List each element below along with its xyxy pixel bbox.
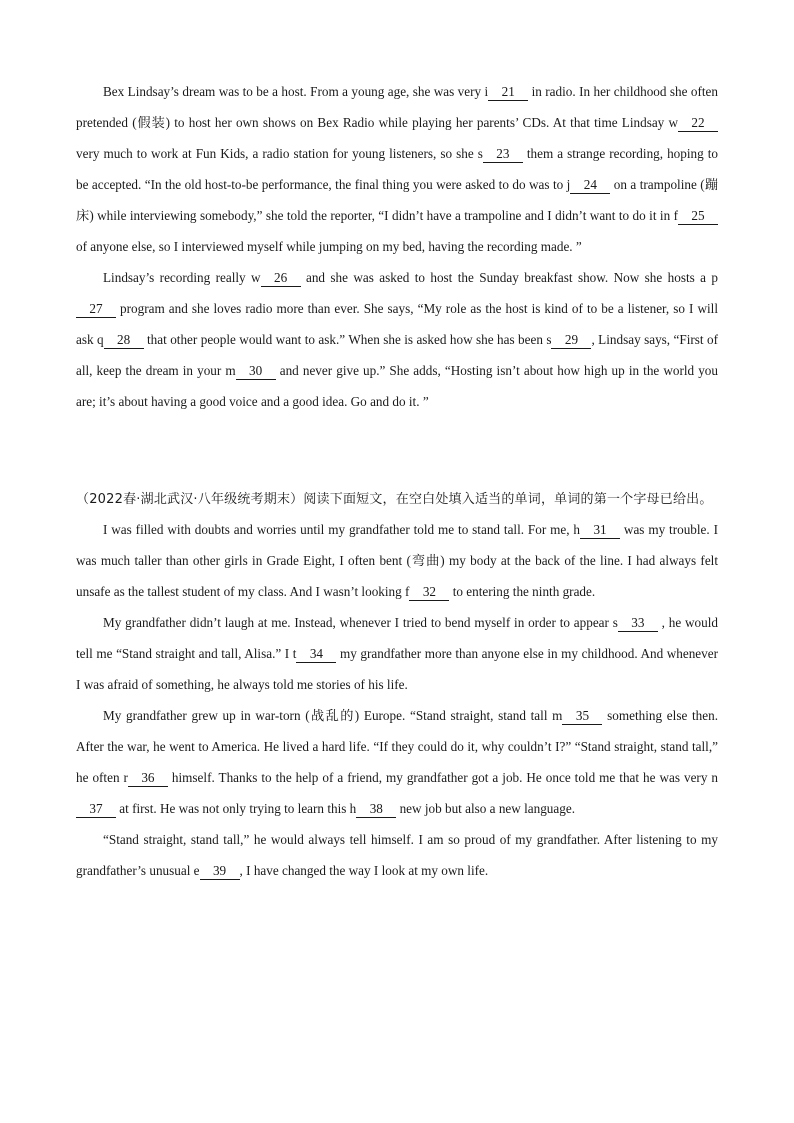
paragraph-text: something else then. After the war, he went to America. He lived a hard life. “If they could do it, why couldn’t I?” “Stand straight, stand tall,” he often r <box>76 708 719 785</box>
document-page <box>76 76 718 886</box>
answer-blank-26[interactable]: 26 <box>261 270 301 287</box>
paragraph-text: My grandfather grew up in war-torn (战乱的) Europe. “Stand straight, stand tall m <box>103 708 563 723</box>
answer-blank-39[interactable]: 39 <box>200 863 240 880</box>
answer-blank-24[interactable]: 24 <box>570 177 610 194</box>
paragraph-text: , I have changed the way I look at my own life. <box>239 863 489 878</box>
answer-blank-25[interactable]: 25 <box>678 208 718 225</box>
paragraph-text: Bex Lindsay’s dream was to be a host. From a young age, she was very i <box>103 84 489 99</box>
passage-2 <box>76 514 718 886</box>
paragraph-text: “Stand straight, stand tall,” he would always tell himself. I am so proud of my grandfather. After listening to my grandfather’s unusual e <box>76 832 718 878</box>
paragraph-text: of anyone else, so I interviewed myself while jumping on my bed, having the recording made. ” <box>76 239 582 254</box>
answer-blank-29[interactable]: 29 <box>551 332 591 349</box>
answer-blank-36[interactable]: 36 <box>128 770 168 787</box>
paragraph-text: very much to work at Fun Kids, a radio station for young listeners, so she s <box>76 146 483 161</box>
paragraph-text: and she was asked to host the Sunday breakfast show. Now she hosts a p <box>300 270 718 285</box>
paragraph-text: and never give up.” She adds, “Hosting isn’t about how high up in the world you are; it’s about having a good voice and a good idea. Go and do it. ” <box>76 363 718 409</box>
paragraph-text: them a strange recording, hoping to be accepted. “In the old host-to-be performance, the final thing you were asked to do was to j <box>76 146 718 192</box>
paragraph <box>76 262 718 417</box>
answer-blank-34[interactable]: 34 <box>296 646 336 663</box>
paragraph <box>76 700 718 824</box>
answer-blank-35[interactable]: 35 <box>562 708 602 725</box>
answer-blank-27[interactable]: 27 <box>76 301 116 318</box>
paragraph-text: my grandfather more than anyone else in my childhood. And whenever I was afraid of something, he always told me stories of his life. <box>76 646 718 692</box>
paragraph-text: My grandfather didn’t laugh at me. Instead, whenever I tried to bend myself in order to appear s <box>103 615 618 630</box>
answer-blank-32[interactable]: 32 <box>409 584 449 601</box>
answer-blank-33[interactable]: 33 <box>618 615 658 632</box>
paragraph-text: Lindsay’s recording really w <box>103 270 261 285</box>
paragraph <box>76 76 718 262</box>
paragraph-text: I was filled with doubts and worries until my grandfather told me to stand tall. For me, h <box>103 522 581 537</box>
paragraph-text: new job but also a new language. <box>396 801 575 816</box>
answer-blank-21[interactable]: 21 <box>488 84 528 101</box>
section-gap <box>76 417 718 485</box>
paragraph-text: program and she loves radio more than ever. She says, “My role as the host is kind of to be a listener, so I will ask q <box>76 301 718 347</box>
answer-blank-31[interactable]: 31 <box>580 522 620 539</box>
paragraph <box>76 824 718 886</box>
paragraph-text: that other people would want to ask.” When she is asked how she has been s <box>143 332 552 347</box>
paragraph-text: was my trouble. I was much taller than other girls in Grade Eight, I often bent (弯曲) my body at the back of the line. I had always felt unsafe as the tallest student of my class. And I wasn’t looking f <box>76 522 718 599</box>
paragraph <box>76 607 718 700</box>
answer-blank-28[interactable]: 28 <box>104 332 144 349</box>
paragraph-text: at first. He was not only trying to learn this h <box>116 801 357 816</box>
paragraph-text: on a trampoline (蹦床) while interviewing somebody,” she told the reporter, “I didn’t have a trampoline and I didn’t want to do it in f <box>76 177 719 223</box>
paragraph-text: to entering the ninth grade. <box>449 584 596 599</box>
answer-blank-38[interactable]: 38 <box>356 801 396 818</box>
paragraph <box>76 514 718 607</box>
paragraph-text: in radio. In her childhood she often pretended (假装) to host her own shows on Bex Radio while playing her parents’ CDs. At that time Lindsay w <box>76 84 718 130</box>
paragraph-text: himself. Thanks to the help of a friend, my grandfather got a job. He once told me that he was very n <box>167 770 718 785</box>
passage-1 <box>76 76 718 417</box>
paragraph-text: , he would tell me “Stand straight and tall, Alisa.” I t <box>76 615 718 661</box>
answer-blank-22[interactable]: 22 <box>678 115 718 132</box>
exam-source-instruction: （2022春·湖北武汉·八年级统考期末）阅读下面短文，在空白处填入适当的单词，单词的第一个字母已给出。 <box>76 492 713 507</box>
paragraph-text: , Lindsay says, “First of all, keep the dream in your m <box>76 332 718 378</box>
answer-blank-23[interactable]: 23 <box>483 146 523 163</box>
answer-blank-37[interactable]: 37 <box>76 801 116 818</box>
answer-blank-30[interactable]: 30 <box>236 363 276 380</box>
